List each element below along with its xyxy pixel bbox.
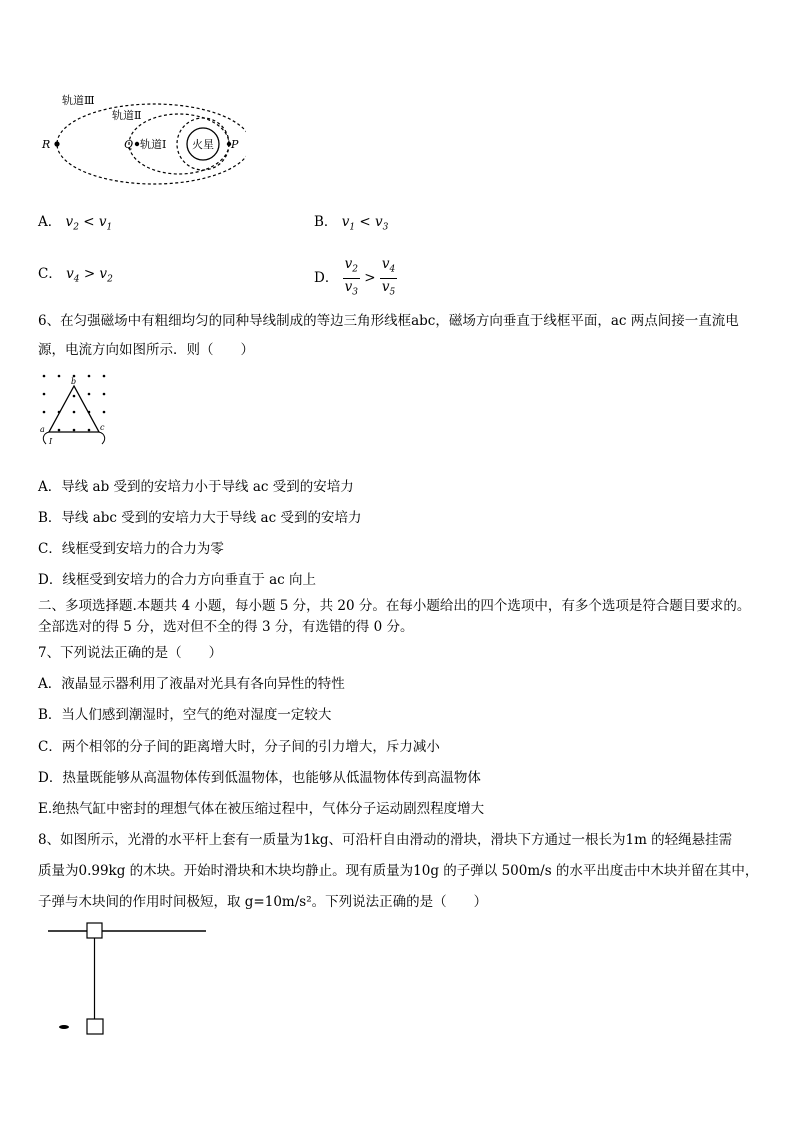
mars-label: 火星 [192,138,214,151]
option-letter: D． [314,270,339,287]
q6-option-b[interactable]: B．导线 abc 受到的安培力大于导线 ac 受到的安培力 [38,510,362,526]
q5-option-a[interactable]: A． $v_2 < v_1$ [38,214,113,233]
q6-option-a[interactable]: A．导线 ab 受到的安培力小于导线 ac 受到的安培力 [38,479,354,495]
option-letter: B． [314,214,338,230]
bullet [59,1025,69,1029]
fraction-v4-v5: $\frac{v_4}{v_5}$ [381,256,396,298]
point-Q-label: Q [124,138,134,151]
triangle-abc [49,386,99,432]
slider-block [87,923,102,938]
q8-stem-line3: 子弹与木块间的作用时间极短，取 g=10m/s²。下列说法正确的是（ ） [38,894,488,910]
q5-option-b[interactable]: B． $v_1 < v_3$ [314,214,389,233]
q7-option-e[interactable]: E.绝热气缸中密封的理想气体在被压缩过程中，气体分子运动剧烈程度增大 [38,801,485,817]
q7-option-b[interactable]: B．当人们感到潮湿时，空气的绝对湿度一定较大 [38,707,332,723]
wooden-block [87,1019,103,1034]
pendulum-block-figure [46,918,212,1040]
point-R-dot [54,141,59,146]
q6-option-c[interactable]: C．线框受到安培力的合力为零 [38,541,224,557]
orbit-2-label: 轨道Ⅱ [112,109,142,122]
lead-wire-right [99,432,105,444]
option-letter: C． [38,266,62,282]
triangle-frame-figure [36,368,116,452]
q7-option-c[interactable]: C．两个相邻的分子间的距离增大时，分子间的引力增大，斥力减小 [38,739,440,755]
section2-heading-line2: 全部选对的得 5 分，选对但不全的得 3 分，有选错的得 0 分。 [38,619,414,635]
q6-option-d[interactable]: D．线框受到安培力的合力方向垂直于 ac 向上 [38,572,317,588]
q7-stem: 7、下列说法正确的是（ ） [38,645,223,661]
section2-heading-line1: 二、多项选择题.本题共 4 小题，每小题 5 分，共 20 分。在每小题给出的四个选项中，有多个选项是符合题目要求的。 [38,598,751,614]
q6-stem-line1: 6、在匀强磁场中有粗细均匀的同种导线制成的等边三角形线框abc，磁场方向垂直于线框平面，ac 两点间接一直流电 [38,313,739,329]
vertex-a-label: a [40,425,45,434]
vertex-c-label: c [100,423,105,432]
q7-option-d[interactable]: D．热量既能够从高温物体传到低温物体，也能够从低温物体传到高温物体 [38,770,481,786]
orbit-3-label: 轨道Ⅲ [62,94,95,107]
option-letter: A． [38,214,62,230]
q5-option-d[interactable]: D． $\frac{v_2}{v_3}$ > $\frac{v_4}{v_5}$ [314,256,397,300]
point-R-label: R [42,138,51,151]
q8-stem-line2: 质量为0.99kg 的木块。开始时滑块和木块均静止。现有质量为10g 的子弹以 500m/s 的水平出度击中木块并留在其中， [38,863,759,879]
current-I-label: I [49,437,53,446]
q7-option-a[interactable]: A．液晶显示器利用了液晶对光具有各向异性的特性 [38,676,345,692]
q5-option-c[interactable]: C． $v_4 > v_2$ [38,266,113,285]
q8-stem-line1: 8、如图所示，光滑的水平杆上套有一质量为1kg、可沿杆自由滑动的滑块，滑块下方通过一根长为1m 的轻绳悬挂需 [38,832,733,848]
orbit-figure [36,88,246,192]
point-Q-dot [135,142,139,146]
fraction-v2-v3: $\frac{v_2}{v_3}$ [344,256,358,298]
q6-stem-line2: 源，电流方向如图所示．则（ ） [38,342,254,358]
point-P-label: P [231,138,239,151]
orbit-1-label: 轨道Ⅰ [140,138,167,151]
vertex-b-label: b [71,377,77,386]
